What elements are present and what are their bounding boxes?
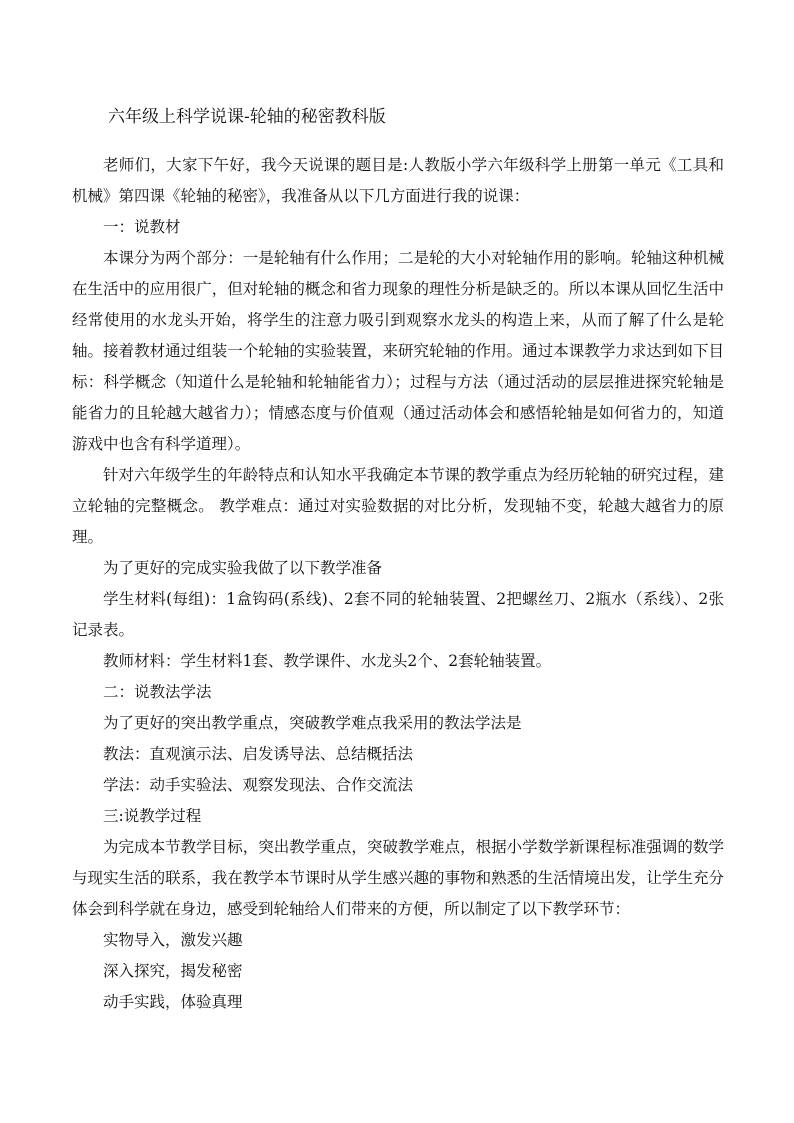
document-title: 六年级上科学说课-轮轴的秘密教科版: [108, 107, 386, 127]
paragraph-process-intro: 为完成本节教学目标，突出教学重点，突破教学难点，根据小学数学新课程标准强调的数学与现实生活的联系，我在教学本节课时从学生感兴趣的事物和熟悉的生活情境出发，让学生充分体会到科学就在身边，感受到轮轴给人们带来的方便，所以制定了以下教学环节：: [72, 838, 724, 918]
paragraph-teaching-methods: 教法：直观演示法、启发诱导法、总结概括法: [103, 745, 414, 763]
paragraph-key-points: 针对六年级学生的年龄特点和认知水平我确定本节课的教学重点为经历轮轴的研究过程，建立轮轴的完整概念。 教学难点：通过对实验数据的对比分析，发现轴不变，轮越大越省力的原理。: [72, 466, 724, 546]
paragraph-student-materials: 学生材料(每组)：1盒钩码(系线)、2套不同的轮轴装置、2把螺丝刀、2瓶水（系线）、2张记录表。: [72, 590, 724, 639]
heading-textbook: 一：说教材: [103, 218, 181, 236]
heading-process: 三:说教学过程: [103, 807, 202, 825]
document-body: [72, 150, 724, 1018]
list-item-step-3: 动手实践，体验真理: [103, 993, 243, 1011]
heading-methods: 二：说教法学法: [103, 683, 212, 701]
list-item-step-1: 实物导入，激发兴趣: [103, 931, 243, 949]
paragraph-methods-intro: 为了更好的突出教学重点，突破教学难点我采用的教法学法是: [103, 714, 522, 732]
paragraph-preparation: 为了更好的完成实验我做了以下教学准备: [103, 559, 383, 577]
list-item-step-2: 深入探究，揭发秘密: [103, 962, 243, 980]
paragraph-teacher-materials: 教师材料：学生材料1套、教学课件、水龙头2个、2套轮轴装置。: [103, 652, 552, 670]
paragraph-textbook-content: 本课分为两个部分：一是轮轴有什么作用；二是轮的大小对轮轴作用的影响。轮轴这种机械在生活中的应用很广，但对轮轴的概念和省力现象的理性分析是缺乏的。所以本课从回忆生活中经常使用的水龙头开始，将学生的注意力吸引到观察水龙头的构造上来，从而了解了什么是轮轴。接着教材通过组装一个轮轴的实验装置，来研究轮轴的作用。通过本课教学力求达到如下目标：科学概念（知道什么是轮轴和轮轴能省力）；过程与方法（通过活动的层层推进探究轮轴是能省力的且轮越大越省力）；情感态度与价值观（通过活动体会和感悟轮轴是如何省力的，知道游戏中也含有科学道理）。: [72, 249, 724, 453]
paragraph-greeting: 老师们，大家下午好，我今天说课的题目是:人教版小学六年级科学上册第一单元《工具和机械》第四课《轮轴的秘密》，我准备从以下几方面进行我的说课：: [72, 156, 724, 205]
paragraph-learning-methods: 学法：动手实验法、观察发现法、合作交流法: [103, 776, 414, 794]
